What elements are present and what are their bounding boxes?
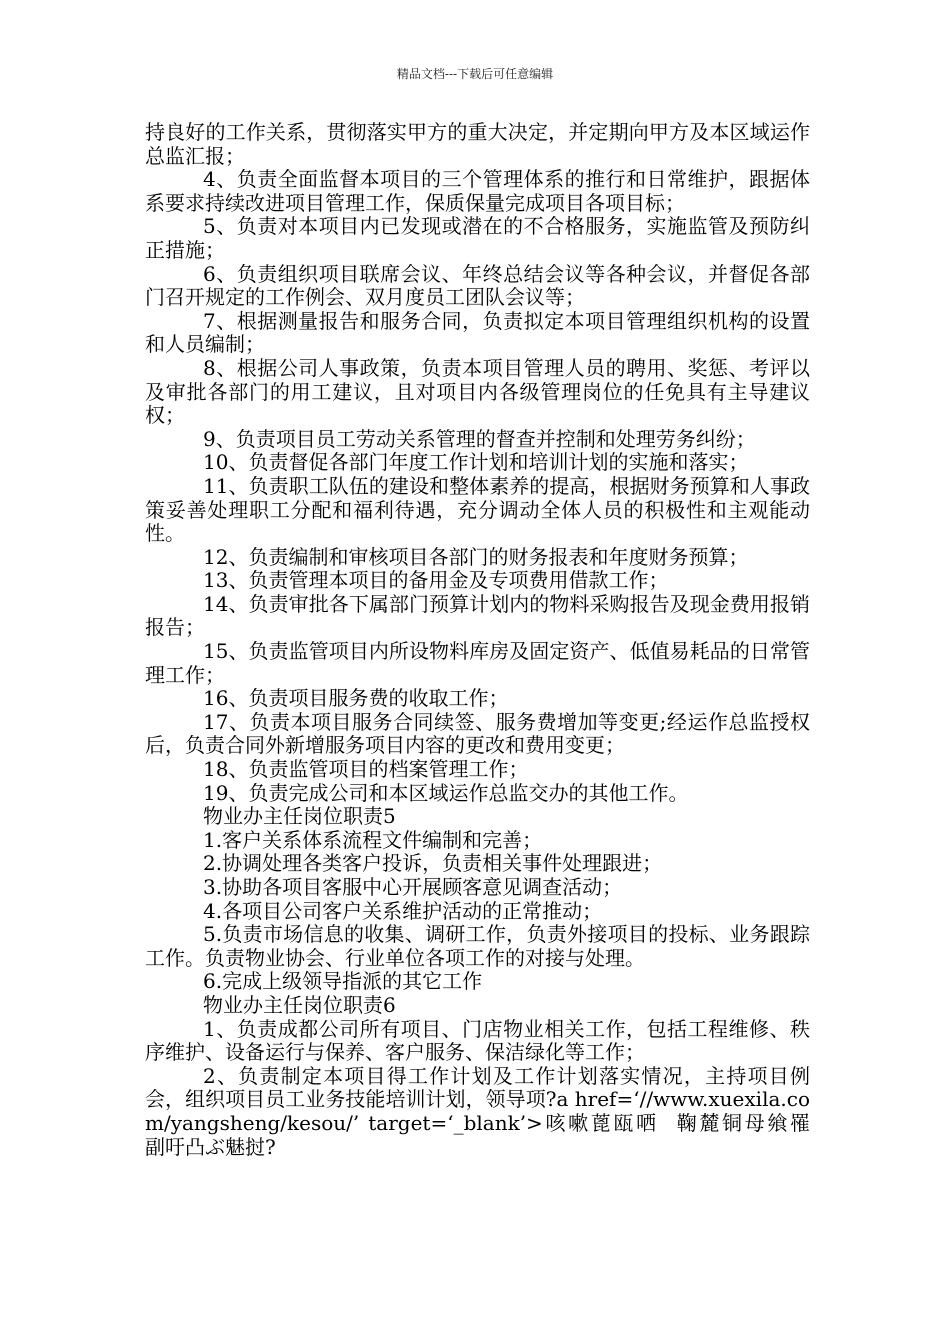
paragraph: 10、负责督促各部门年度工作计划和培训计划的实施和落实； xyxy=(203,450,749,475)
paragraph: 1、负责成都公司所有项目、门店物业相关工作，包括工程维修、秩序维护、设备运行与保养、客户服务、保洁绿化等工作； xyxy=(145,1016,810,1065)
paragraph: 14、负责审批各下属部门预算计划内的物料采购报告及现金费用报销报告； xyxy=(145,591,810,640)
paragraph: 9、负责项目员工劳动关系管理的督查并控制和处理劳务纠纷； xyxy=(203,426,756,451)
paragraph: 5.负责市场信息的收集、调研工作，负责外接项目的投标、业务跟踪工作。负责物业协会、行业单位各项工作的对接与处理。 xyxy=(145,922,810,970)
document-body xyxy=(145,120,842,1159)
paragraph: 13、负责管理本项目的备用金及专项费用借款工作； xyxy=(203,568,669,593)
paragraph: 19、负责完成公司和本区域运作总监交办的其他工作。 xyxy=(203,780,689,805)
paragraph: 18、负责监管项目的档案管理工作； xyxy=(203,757,529,782)
paragraph: 16、负责项目服务费的收取工作； xyxy=(203,686,509,711)
section-heading: 物业办主任岗位职责5 xyxy=(203,804,396,829)
paragraph: 4.各项目公司客户关系维护活动的正常推动； xyxy=(203,898,603,923)
paragraph: 15、负责监管项目内所设物料库房及固定资产、低值易耗品的日常管理工作； xyxy=(145,639,810,687)
paragraph: 3.协助各项目客服中心开展顾客意见调查活动； xyxy=(203,875,623,899)
paragraph: 持良好的工作关系，贯彻落实甲方的重大决定，并定期向甲方及本区域运作总监汇报； xyxy=(145,120,810,168)
paragraph: 8、根据公司人事政策，负责本项目管理人员的聘用、奖惩、考评以及审批各部门的用工建议，且对项目内各级管理岗位的任免具有主导建议权； xyxy=(145,355,810,428)
page-header: 精品文档---下载后可任意编辑 xyxy=(396,67,554,81)
paragraph: 7、根据测量报告和服务合同，负责拟定本项目管理组织机构的设置和人员编制； xyxy=(145,308,810,357)
paragraph: 6、负责组织项目联席会议、年终总结会议等各种会议，并督促各部门召开规定的工作例会、双月度员工团队会议等； xyxy=(145,261,810,310)
paragraph: 4、负责全面监督本项目的三个管理体系的推行和日常维护，跟据体系要求持续改进项目管理工作，保质保量完成项目各项目标； xyxy=(145,167,810,215)
paragraph: 17、负责本项目服务合同续签、服务费增加等变更;经运作总监授权后，负责合同外新增服务项目内容的更改和费用变更； xyxy=(145,709,810,758)
paragraph: 11、负责职工队伍的建设和整体素养的提高，根据财务预算和人事政策妥善处理职工分配和福利待遇，充分调动全体人员的积极性和主观能动性。 xyxy=(145,473,810,546)
paragraph: 12、负责编制和审核项目各部门的财务报表和年度财务预算； xyxy=(203,544,749,569)
paragraph: 2、负责制定本项目得工作计划及工作计划落实情况，主持项目例会，组织项目员工业务技能培训计划，领导项?a href=‘//www.xuexila.com/yangsheng/kesou/’ target=‘_blank’>咳嗽蓖瓯哂 鞠麓铜母飨罹 副吁凸ぶ魅挝? xyxy=(145,1063,842,1159)
section-heading: 物业办主任岗位职责6 xyxy=(203,992,396,1017)
paragraph: 5、负责对本项目内已发现或潜在的不合格服务，实施监管及预防纠正措施； xyxy=(145,214,810,262)
paragraph: 6.完成上级领导指派的其它工作 xyxy=(203,969,483,994)
paragraph: 1.客户关系体系流程文件编制和完善； xyxy=(203,827,543,852)
paragraph: 2.协调处理各类客户投诉，负责相关事件处理跟进； xyxy=(203,851,663,876)
